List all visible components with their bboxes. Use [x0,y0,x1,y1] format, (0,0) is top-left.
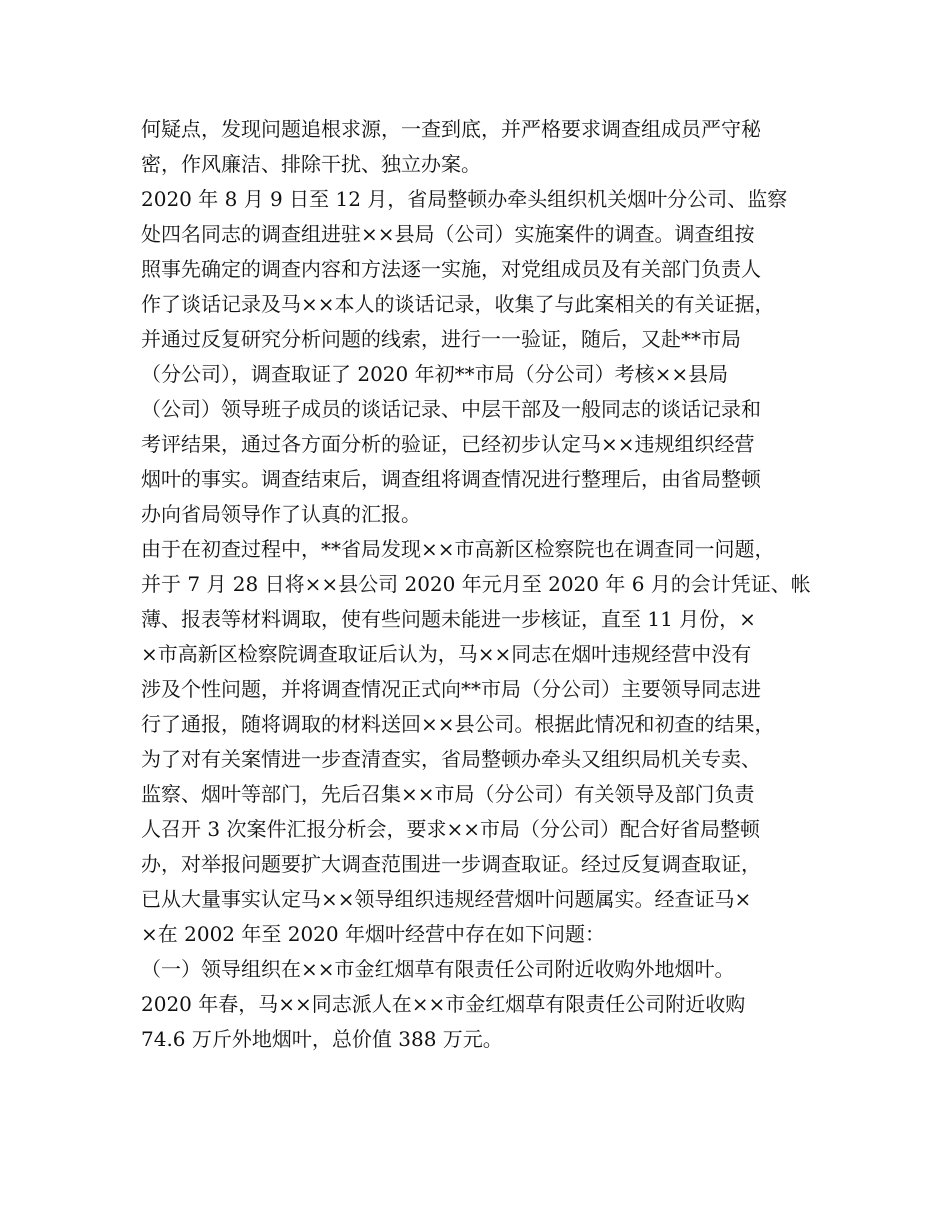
body-text [141,112,841,1057]
text-line: 涉及个性问题，并将调查情况正式向**市局（分公司）主要领导同志进 [141,677,761,701]
text-line: 2020 年春，马××同志派人在××市金红烟草有限责任公司附近收购 [141,992,746,1016]
text-line: 办向省局领导作了认真的汇报。 [141,502,421,526]
text-line: 为了对有关案情进一步查清查实，省局整顿办牵头又组织局机关专卖、 [141,747,761,771]
text-line: 已从大量事实认定马××领导组织违规经营烟叶问题属实。经查证马× [141,887,752,911]
text-line: 由于在初查过程中，**省局发现××市高新区检察院也在调查同一问题， [141,537,775,561]
text-line: ×在 2002 年至 2020 年烟叶经营中存在如下问题： [141,922,605,946]
text-line: 2020 年 8 月 9 日至 12 月，省局整顿办牵头组织机关烟叶分公司、监察 [141,187,788,211]
text-line: （公司）领导班子成员的谈话记录、中层干部及一般同志的谈话记录和 [141,397,761,421]
text-line: 74.6 万斤外地烟叶，总价值 388 万元。 [141,1027,503,1051]
text-line: 密，作风廉洁、排除干扰、独立办案。 [141,152,481,176]
text-line: 人召开 3 次案件汇报分析会，要求××市局（分公司）配合好省局整顿 [141,817,760,841]
text-line: 并通过反复研究分析问题的线索，进行一一验证，随后，又赴**市局 [141,327,741,351]
text-line: 处四名同志的调查组进驻××县局（公司）实施案件的调查。调查组按 [141,222,755,246]
text-line: 薄、报表等材料调取，使有些问题未能进一步核证，直至 11 月份，× [141,607,756,631]
text-line: （分公司），调查取证了 2020 年初**市局（分公司）考核××县局 [141,362,729,386]
text-line: 并于 7 月 28 日将××县公司 2020 年元月至 2020 年 6 月的会计凭证、帐 [141,572,811,596]
text-line: 照事先确定的调查内容和方法逐一实施，对党组成员及有关部门负责人 [141,257,761,281]
text-line: 何疑点，发现问题追根求源，一查到底，并严格要求调查组成员严守秘 [141,117,761,141]
text-line: 烟叶的事实。调查结束后，调查组将调查情况进行整理后，由省局整顿 [141,467,761,491]
text-line: ×市高新区检察院调查取证后认为，马××同志在烟叶违规经营中没有 [141,642,752,666]
text-line: 监察、烟叶等部门，先后召集××市局（分公司）有关领导及部门负责 [141,782,755,806]
text-line: 行了通报，随将调取的材料送回××县公司。根据此情况和初查的结果， [141,712,775,736]
text-line: （一）领导组织在××市金红烟草有限责任公司附近收购外地烟叶。 [141,957,735,981]
text-line: 考评结果，通过各方面分析的验证，已经初步认定马××违规组织经营 [141,432,755,456]
text-line: 办，对举报问题要扩大调查范围进一步调查取证。经过反复调查取证， [141,852,761,876]
text-line: 作了谈话记录及马××本人的谈话记录，收集了与此案相关的有关证据， [141,292,775,316]
